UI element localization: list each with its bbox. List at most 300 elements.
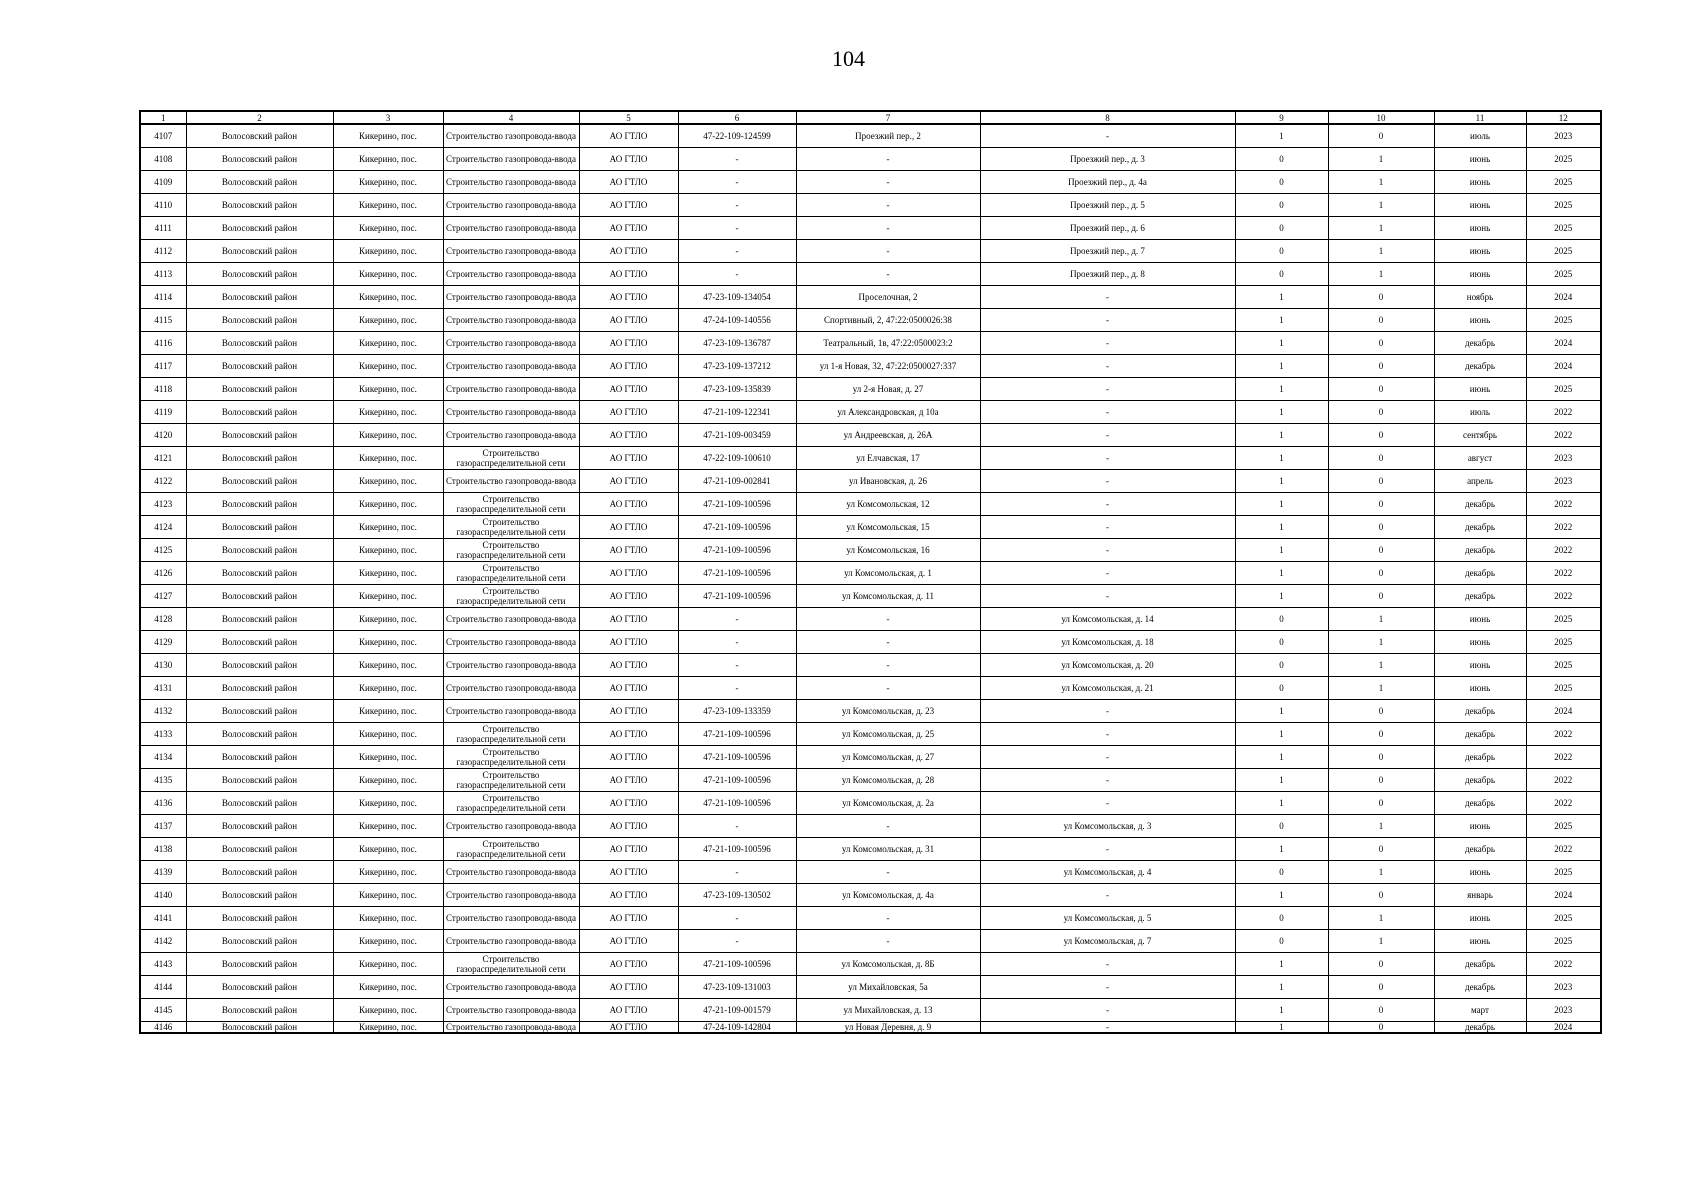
table-cell: Кикерино, пос.	[333, 769, 443, 792]
table-cell: Кикерино, пос.	[333, 470, 443, 493]
table-cell: АО ГТЛО	[579, 378, 678, 401]
table-cell: ул Комсомольская, д. 11	[796, 585, 980, 608]
table-cell: Кикерино, пос.	[333, 309, 443, 332]
table-cell: июнь	[1434, 378, 1526, 401]
table-cell: 4107	[140, 124, 186, 148]
table-cell: -	[980, 723, 1235, 746]
table-cell: июнь	[1434, 194, 1526, 217]
table-cell: июнь	[1434, 654, 1526, 677]
table-cell: Кикерино, пос.	[333, 723, 443, 746]
table-cell: 2023	[1526, 124, 1601, 148]
table-cell: АО ГТЛО	[579, 700, 678, 723]
table-cell: 0	[1235, 654, 1328, 677]
table-cell: 2024	[1526, 355, 1601, 378]
table-cell: Проезжий пер., д. 7	[980, 240, 1235, 263]
table-cell: Строительство газораспределительной сети	[443, 953, 579, 976]
table-cell: Кикерино, пос.	[333, 746, 443, 769]
table-cell: ул Новая Деревня, д. 9	[796, 1022, 980, 1034]
table-cell: -	[980, 124, 1235, 148]
table-cell: 0	[1328, 838, 1434, 861]
table-cell: ул Комсомольская, д. 28	[796, 769, 980, 792]
table-row	[140, 792, 1601, 815]
table-cell: 2024	[1526, 286, 1601, 309]
table-cell: -	[678, 861, 796, 884]
table-cell: ул 1-я Новая, 32, 47:22:0500027:337	[796, 355, 980, 378]
table-cell: -	[980, 769, 1235, 792]
table-cell: Волосовский район	[186, 194, 333, 217]
table-cell: Проезжий пер., 2	[796, 124, 980, 148]
table-cell: 2022	[1526, 401, 1601, 424]
table-cell: декабрь	[1434, 539, 1526, 562]
table-cell: Строительство газопровода-ввода	[443, 470, 579, 493]
table-cell: 0	[1328, 723, 1434, 746]
table-cell: АО ГТЛО	[579, 148, 678, 171]
table-cell: Волосовский район	[186, 424, 333, 447]
table-cell: ул Комсомольская, д. 27	[796, 746, 980, 769]
table-cell: 1	[1235, 746, 1328, 769]
table-cell: Строительство газораспределительной сети	[443, 746, 579, 769]
table-cell: Строительство газопровода-ввода	[443, 378, 579, 401]
table-cell: 1	[1328, 263, 1434, 286]
table-cell: 1	[1235, 562, 1328, 585]
table-cell: 1	[1328, 907, 1434, 930]
table-cell: 47-24-109-142804	[678, 1022, 796, 1034]
table-cell: 4126	[140, 562, 186, 585]
table-cell: ул Комсомольская, д. 4а	[796, 884, 980, 907]
table-cell: 4124	[140, 516, 186, 539]
table-cell: декабрь	[1434, 953, 1526, 976]
table-cell: 47-21-109-100596	[678, 769, 796, 792]
table-cell: июнь	[1434, 309, 1526, 332]
table-cell: 0	[1328, 953, 1434, 976]
header-cell: 3	[333, 111, 443, 124]
table-cell: -	[980, 884, 1235, 907]
table-cell: 4110	[140, 194, 186, 217]
table-cell: 47-21-109-100596	[678, 723, 796, 746]
table-cell: декабрь	[1434, 562, 1526, 585]
table-cell: 1	[1328, 815, 1434, 838]
table-cell: Волосовский район	[186, 332, 333, 355]
table-cell: Волосовский район	[186, 884, 333, 907]
table-cell: Строительство газопровода-ввода	[443, 815, 579, 838]
table-cell: 0	[1328, 700, 1434, 723]
table-cell: 47-21-109-100596	[678, 493, 796, 516]
table-cell: Строительство газопровода-ввода	[443, 309, 579, 332]
table-cell: Волосовский район	[186, 124, 333, 148]
table-cell: 2025	[1526, 378, 1601, 401]
table-cell: 0	[1328, 493, 1434, 516]
table-cell: 4133	[140, 723, 186, 746]
header-cell: 11	[1434, 111, 1526, 124]
data-table	[139, 110, 1602, 1034]
header-cell: 10	[1328, 111, 1434, 124]
table-cell: Строительство газораспределительной сети	[443, 585, 579, 608]
table-cell: АО ГТЛО	[579, 516, 678, 539]
table-cell: 2025	[1526, 631, 1601, 654]
table-cell: июнь	[1434, 608, 1526, 631]
table-cell: 47-21-109-100596	[678, 539, 796, 562]
table-cell: Кикерино, пос.	[333, 539, 443, 562]
table-cell: Кикерино, пос.	[333, 424, 443, 447]
table-cell: 47-21-109-100596	[678, 838, 796, 861]
table-cell: Волосовский район	[186, 493, 333, 516]
header-cell: 9	[1235, 111, 1328, 124]
table-cell: Волосовский район	[186, 746, 333, 769]
table-cell: декабрь	[1434, 746, 1526, 769]
table-cell: АО ГТЛО	[579, 332, 678, 355]
table-cell: 4125	[140, 539, 186, 562]
table-cell: 0	[1328, 792, 1434, 815]
table-cell: июнь	[1434, 240, 1526, 263]
table-cell: 1	[1235, 976, 1328, 999]
table-cell: ул Комсомольская, д. 7	[980, 930, 1235, 953]
table-cell: -	[796, 240, 980, 263]
table-cell: Волосовский район	[186, 815, 333, 838]
table-cell: 47-22-109-124599	[678, 124, 796, 148]
table-cell: -	[980, 746, 1235, 769]
table-cell: декабрь	[1434, 332, 1526, 355]
table-row	[140, 631, 1601, 654]
table-cell: Строительство газопровода-ввода	[443, 907, 579, 930]
table-cell: 2025	[1526, 309, 1601, 332]
table-cell: Строительство газопровода-ввода	[443, 286, 579, 309]
table-cell: 47-21-109-002841	[678, 470, 796, 493]
table-cell: 4136	[140, 792, 186, 815]
table-cell: АО ГТЛО	[579, 1022, 678, 1034]
table-cell: 2023	[1526, 447, 1601, 470]
table-cell: 0	[1235, 815, 1328, 838]
table-cell: Волосовский район	[186, 355, 333, 378]
table-cell: 47-21-109-003459	[678, 424, 796, 447]
header-cell: 4	[443, 111, 579, 124]
table-cell: Кикерино, пос.	[333, 976, 443, 999]
table-cell: Строительство газораспределительной сети	[443, 539, 579, 562]
table-cell: 4111	[140, 217, 186, 240]
table-cell: АО ГТЛО	[579, 171, 678, 194]
table-row	[140, 539, 1601, 562]
table-row	[140, 700, 1601, 723]
table-cell: ул Комсомольская, д. 21	[980, 677, 1235, 700]
table-cell: 0	[1328, 1022, 1434, 1034]
table-cell: Строительство газопровода-ввода	[443, 332, 579, 355]
table-cell: Кикерино, пос.	[333, 792, 443, 815]
table-cell: 0	[1235, 240, 1328, 263]
table-cell: Волосовский район	[186, 447, 333, 470]
table-cell: 0	[1328, 470, 1434, 493]
table-cell: Кикерино, пос.	[333, 907, 443, 930]
table-row	[140, 838, 1601, 861]
table-cell: АО ГТЛО	[579, 654, 678, 677]
table-cell: Строительство газопровода-ввода	[443, 355, 579, 378]
table-cell: -	[796, 171, 980, 194]
table-cell: ул Ивановская, д. 26	[796, 470, 980, 493]
table-cell: АО ГТЛО	[579, 815, 678, 838]
table-cell: Кикерино, пос.	[333, 884, 443, 907]
table-cell: 47-23-109-131003	[678, 976, 796, 999]
table-cell: -	[980, 309, 1235, 332]
table-cell: декабрь	[1434, 700, 1526, 723]
table-cell: Проезжий пер., д. 5	[980, 194, 1235, 217]
table-cell: 2022	[1526, 493, 1601, 516]
table-cell: август	[1434, 447, 1526, 470]
table-cell: Волосовский район	[186, 217, 333, 240]
table-cell: 0	[1328, 309, 1434, 332]
table-cell: Кикерино, пос.	[333, 194, 443, 217]
table-cell: 4113	[140, 263, 186, 286]
table-cell: Кикерино, пос.	[333, 493, 443, 516]
table-cell: ул Комсомольская, д. 23	[796, 700, 980, 723]
table-cell: Волосовский район	[186, 792, 333, 815]
table-cell: 2025	[1526, 815, 1601, 838]
table-cell: 1	[1328, 861, 1434, 884]
table-cell: АО ГТЛО	[579, 838, 678, 861]
table-cell: Волосовский район	[186, 263, 333, 286]
table-row	[140, 240, 1601, 263]
table-cell: 2022	[1526, 953, 1601, 976]
table-cell: 2025	[1526, 171, 1601, 194]
table-cell: 47-23-109-137212	[678, 355, 796, 378]
table-cell: Строительство газораспределительной сети	[443, 838, 579, 861]
table-cell: АО ГТЛО	[579, 631, 678, 654]
table-cell: 4108	[140, 148, 186, 171]
table-cell: Строительство газопровода-ввода	[443, 631, 579, 654]
table-cell: ул Комсомольская, д. 4	[980, 861, 1235, 884]
table-row	[140, 148, 1601, 171]
table-cell: АО ГТЛО	[579, 124, 678, 148]
header-row	[140, 111, 1601, 124]
table-cell: Строительство газопровода-ввода	[443, 171, 579, 194]
table-cell: Кикерино, пос.	[333, 171, 443, 194]
table-cell: Строительство газопровода-ввода	[443, 677, 579, 700]
table-cell: 0	[1235, 148, 1328, 171]
table-cell: Волосовский район	[186, 723, 333, 746]
table-cell: 1	[1235, 585, 1328, 608]
table-cell: 4138	[140, 838, 186, 861]
table-cell: Строительство газораспределительной сети	[443, 516, 579, 539]
table-row	[140, 976, 1601, 999]
table-cell: Строительство газораспределительной сети	[443, 723, 579, 746]
table-cell: 0	[1235, 861, 1328, 884]
table-cell: 2022	[1526, 723, 1601, 746]
table-cell: Проезжий пер., д. 3	[980, 148, 1235, 171]
table-cell: 2025	[1526, 861, 1601, 884]
table-cell: 4121	[140, 447, 186, 470]
page-number: 104	[832, 46, 865, 71]
table-cell: -	[678, 815, 796, 838]
table-cell: Строительство газопровода-ввода	[443, 861, 579, 884]
table-cell: Кикерино, пос.	[333, 677, 443, 700]
table-cell: ул Михайловская, 5а	[796, 976, 980, 999]
header-cell: 5	[579, 111, 678, 124]
table-cell: ул Комсомольская, д. 31	[796, 838, 980, 861]
table-cell: Строительство газопровода-ввода	[443, 884, 579, 907]
table-cell: 4130	[140, 654, 186, 677]
table-cell: ноябрь	[1434, 286, 1526, 309]
table-cell: июнь	[1434, 677, 1526, 700]
table-cell: 1	[1235, 378, 1328, 401]
table-cell: ул Комсомольская, д. 20	[980, 654, 1235, 677]
table-cell: Проселочная, 2	[796, 286, 980, 309]
table-cell: Проезжий пер., д. 4а	[980, 171, 1235, 194]
table-cell: 0	[1328, 332, 1434, 355]
table-cell: 4139	[140, 861, 186, 884]
table-cell: Волосовский район	[186, 148, 333, 171]
table-cell: АО ГТЛО	[579, 585, 678, 608]
table-cell: ул 2-я Новая, д. 27	[796, 378, 980, 401]
table-cell: ул Андреевская, д. 26А	[796, 424, 980, 447]
table-cell: 1	[1235, 723, 1328, 746]
table-cell: 1	[1235, 493, 1328, 516]
table-cell: 1	[1235, 700, 1328, 723]
table-cell: Волосовский район	[186, 401, 333, 424]
table-cell: 2025	[1526, 907, 1601, 930]
table-cell: 0	[1235, 907, 1328, 930]
table-cell: 1	[1328, 631, 1434, 654]
table-cell: ул Комсомольская, д. 2а	[796, 792, 980, 815]
table-cell: 1	[1235, 516, 1328, 539]
table-cell: 2025	[1526, 194, 1601, 217]
table-row	[140, 769, 1601, 792]
table-cell: 4141	[140, 907, 186, 930]
header-cell: 2	[186, 111, 333, 124]
table-row	[140, 217, 1601, 240]
table-cell: ул Михайловская, д. 13	[796, 999, 980, 1022]
table-cell: 0	[1328, 355, 1434, 378]
table-cell: АО ГТЛО	[579, 792, 678, 815]
table-cell: 4109	[140, 171, 186, 194]
table-row	[140, 723, 1601, 746]
table-cell: 2024	[1526, 1022, 1601, 1034]
table-cell: 47-21-109-100596	[678, 792, 796, 815]
table-cell: 4131	[140, 677, 186, 700]
table-cell: -	[796, 217, 980, 240]
table-cell: 4129	[140, 631, 186, 654]
table-cell: 4144	[140, 976, 186, 999]
table-cell: 1	[1235, 355, 1328, 378]
table-cell: декабрь	[1434, 769, 1526, 792]
table-cell: ул Комсомольская, д. 3	[980, 815, 1235, 838]
table-cell: ул Комсомольская, 16	[796, 539, 980, 562]
table-cell: -	[796, 194, 980, 217]
table-cell: -	[796, 631, 980, 654]
table-cell: -	[980, 493, 1235, 516]
table-cell: -	[980, 700, 1235, 723]
table-cell: -	[980, 838, 1235, 861]
table-cell: 4135	[140, 769, 186, 792]
table-cell: 4114	[140, 286, 186, 309]
table-cell: 1	[1235, 309, 1328, 332]
table-cell: АО ГТЛО	[579, 240, 678, 263]
table-cell: 4143	[140, 953, 186, 976]
table-cell: 1	[1235, 769, 1328, 792]
table-cell: 2025	[1526, 930, 1601, 953]
table-cell: -	[678, 654, 796, 677]
table-cell: Волосовский район	[186, 539, 333, 562]
table-cell: -	[980, 355, 1235, 378]
table-cell: -	[796, 148, 980, 171]
table-cell: Волосовский район	[186, 631, 333, 654]
table-cell: 4116	[140, 332, 186, 355]
table-cell: -	[678, 171, 796, 194]
table-cell: Строительство газопровода-ввода	[443, 654, 579, 677]
table-cell: 0	[1235, 608, 1328, 631]
table-row	[140, 562, 1601, 585]
table-row	[140, 286, 1601, 309]
table-cell: 1	[1235, 953, 1328, 976]
table-cell: АО ГТЛО	[579, 677, 678, 700]
table-cell: Проезжий пер., д. 8	[980, 263, 1235, 286]
table-cell: 4119	[140, 401, 186, 424]
table-cell: ул Комсомольская, 15	[796, 516, 980, 539]
table-cell: Строительство газопровода-ввода	[443, 930, 579, 953]
table-cell: Волосовский район	[186, 240, 333, 263]
table-cell: 1	[1235, 424, 1328, 447]
table-cell: -	[980, 401, 1235, 424]
table-cell: июнь	[1434, 907, 1526, 930]
table-cell: 47-23-109-130502	[678, 884, 796, 907]
table-cell: Кикерино, пос.	[333, 332, 443, 355]
table-cell: 2022	[1526, 562, 1601, 585]
table-cell: Кикерино, пос.	[333, 516, 443, 539]
table-cell: 1	[1235, 884, 1328, 907]
table-cell: Волосовский район	[186, 976, 333, 999]
table-cell: 47-21-109-122341	[678, 401, 796, 424]
table-cell: Кикерино, пос.	[333, 124, 443, 148]
table-cell: Строительство газораспределительной сети	[443, 792, 579, 815]
table-cell: Строительство газопровода-ввода	[443, 217, 579, 240]
table-cell: 47-21-109-001579	[678, 999, 796, 1022]
table-cell: -	[678, 263, 796, 286]
table-cell: -	[980, 562, 1235, 585]
table-row	[140, 171, 1601, 194]
table-cell: Строительство газораспределительной сети	[443, 769, 579, 792]
table-cell: Волосовский район	[186, 861, 333, 884]
table-cell: АО ГТЛО	[579, 401, 678, 424]
table-cell: Волосовский район	[186, 930, 333, 953]
table-cell: Кикерино, пос.	[333, 815, 443, 838]
table-cell: Строительство газопровода-ввода	[443, 194, 579, 217]
table-cell: Кикерино, пос.	[333, 1022, 443, 1034]
table-cell: Волосовский район	[186, 700, 333, 723]
table-cell: декабрь	[1434, 1022, 1526, 1034]
table-cell: Кикерино, пос.	[333, 401, 443, 424]
table-cell: 0	[1235, 631, 1328, 654]
table-cell: -	[980, 976, 1235, 999]
table-cell: Волосовский район	[186, 309, 333, 332]
table-cell: АО ГТЛО	[579, 355, 678, 378]
table-cell: -	[796, 815, 980, 838]
table-cell: Кикерино, пос.	[333, 286, 443, 309]
table-cell: 0	[1328, 746, 1434, 769]
table-cell: 1	[1235, 999, 1328, 1022]
table-cell: АО ГТЛО	[579, 608, 678, 631]
table-cell: -	[796, 907, 980, 930]
table-row	[140, 585, 1601, 608]
table-cell: Волосовский район	[186, 378, 333, 401]
table-cell: -	[796, 654, 980, 677]
table-cell: -	[980, 792, 1235, 815]
table-cell: -	[980, 516, 1235, 539]
table-cell: 47-22-109-100610	[678, 447, 796, 470]
table-cell: Волосовский район	[186, 171, 333, 194]
table-row	[140, 746, 1601, 769]
table-cell: 4146	[140, 1022, 186, 1034]
table-row	[140, 470, 1601, 493]
table-cell: ул Комсомольская, д. 5	[980, 907, 1235, 930]
table-cell: июнь	[1434, 171, 1526, 194]
table-cell: 0	[1328, 884, 1434, 907]
table-cell: -	[980, 539, 1235, 562]
